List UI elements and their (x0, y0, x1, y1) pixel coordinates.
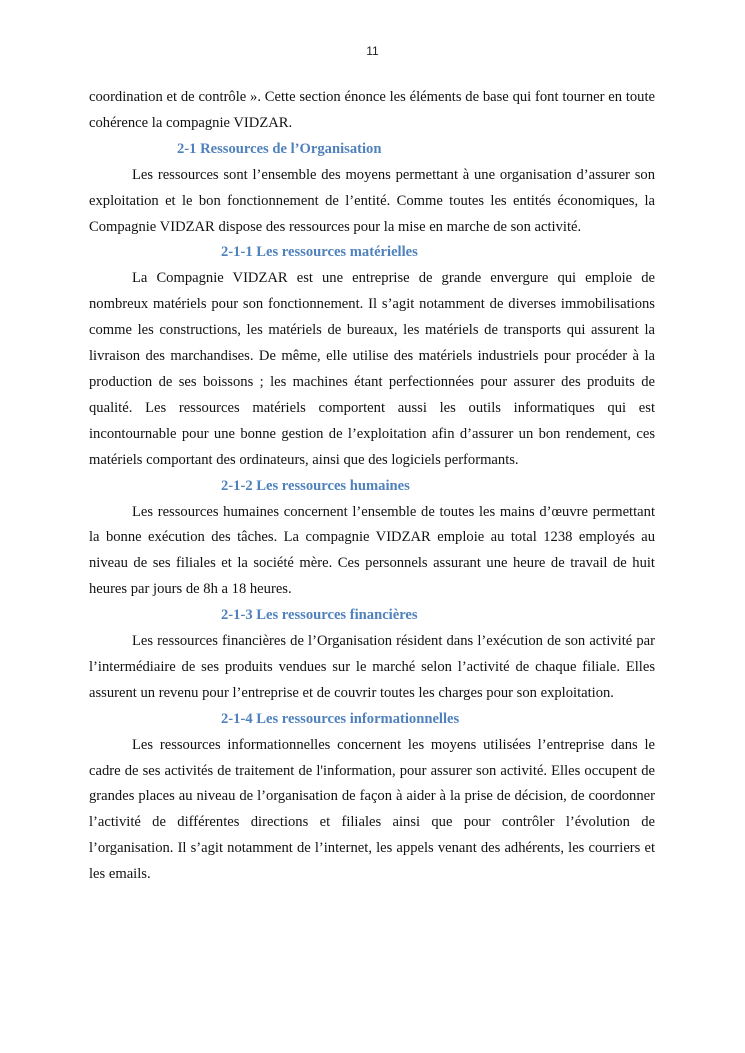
heading-2-1-2: 2-1-2 Les ressources humaines (221, 477, 410, 494)
intro-paragraph: coordination et de contrôle ». Cette section énonce les éléments de base qui font tourner en toute cohérence la compagnie VIDZAR. (89, 89, 655, 131)
paragraph-2-1-2: Les ressources humaines concernent l’ensemble de toutes les mains d’œuvre permettant la bonne exécution des tâches. La compagnie VIDZAR emploie au total 1238 employés au niveau de ses filiales et la société mère. Ces personnels assurant une heure de travail de huit heures par jours de 8h a 18 heures. (89, 503, 655, 598)
heading-2-1-4: 2-1-4 Les ressources informationnelles (221, 710, 460, 727)
page-number: 11 (366, 44, 379, 58)
paragraph-2-1-4: Les ressources informationnelles concernent les moyens utilisées l’entreprise dans le cadre de ses activités de traitement de l'information, pour assurer son activité. Elles occupent de grandes places au niveau de l’organisation de façon à aider à la prise de décision, de coordonner l’activité de différentes directions et filiales ainsi que pour contrôler l’évolution de l’organisation. Il s’agit notamment de l’internet, les appels venant des adhérents, les courriers et les emails. (89, 736, 655, 883)
document-body (89, 85, 655, 888)
paragraph-2-1-3: Les ressources financières de l’Organisation résident dans l’exécution de son activité par l’intermédiaire de ses produits vendues sur le marché selon l’activité de chaque filiale. Elles assurent un revenu pour l’entreprise et de couvrir toutes les charges pour son exploitation. (89, 633, 655, 701)
heading-2-1: 2-1 Ressources de l’Organisation (177, 140, 382, 157)
paragraph-2-1-1: La Compagnie VIDZAR est une entreprise de grande envergure qui emploie de nombreux matériels pour son fonctionnement. Il s’agit notamment de diverses immobilisations comme les constructions, les matériels de bureaux, les matériels de transports qui assurent la livraison des marchandises. De même, elle utilise des matériels industriels pour procéder à la production de ses boissons ; les machines étant perfectionnées pour assurer des produits de qualité. Les ressources matériels comportent aussi les outils informatiques qui est incontournable pour une bonne gestion de l’exploitation afin d’assurer un bon rendement, ces matériels comportant des ordinateurs, ainsi que des logiciels performants. (89, 270, 655, 468)
heading-2-1-3: 2-1-3 Les ressources financières (221, 607, 418, 624)
heading-2-1-1: 2-1-1 Les ressources matérielles (221, 244, 418, 261)
paragraph-2-1: Les ressources sont l’ensemble des moyens permettant à une organisation d’assurer son exploitation et le bon fonctionnement de l’entité. Comme toutes les entités économiques, la Compagnie VIDZAR dispose des ressources pour la mise en marche de son activité. (89, 166, 655, 235)
